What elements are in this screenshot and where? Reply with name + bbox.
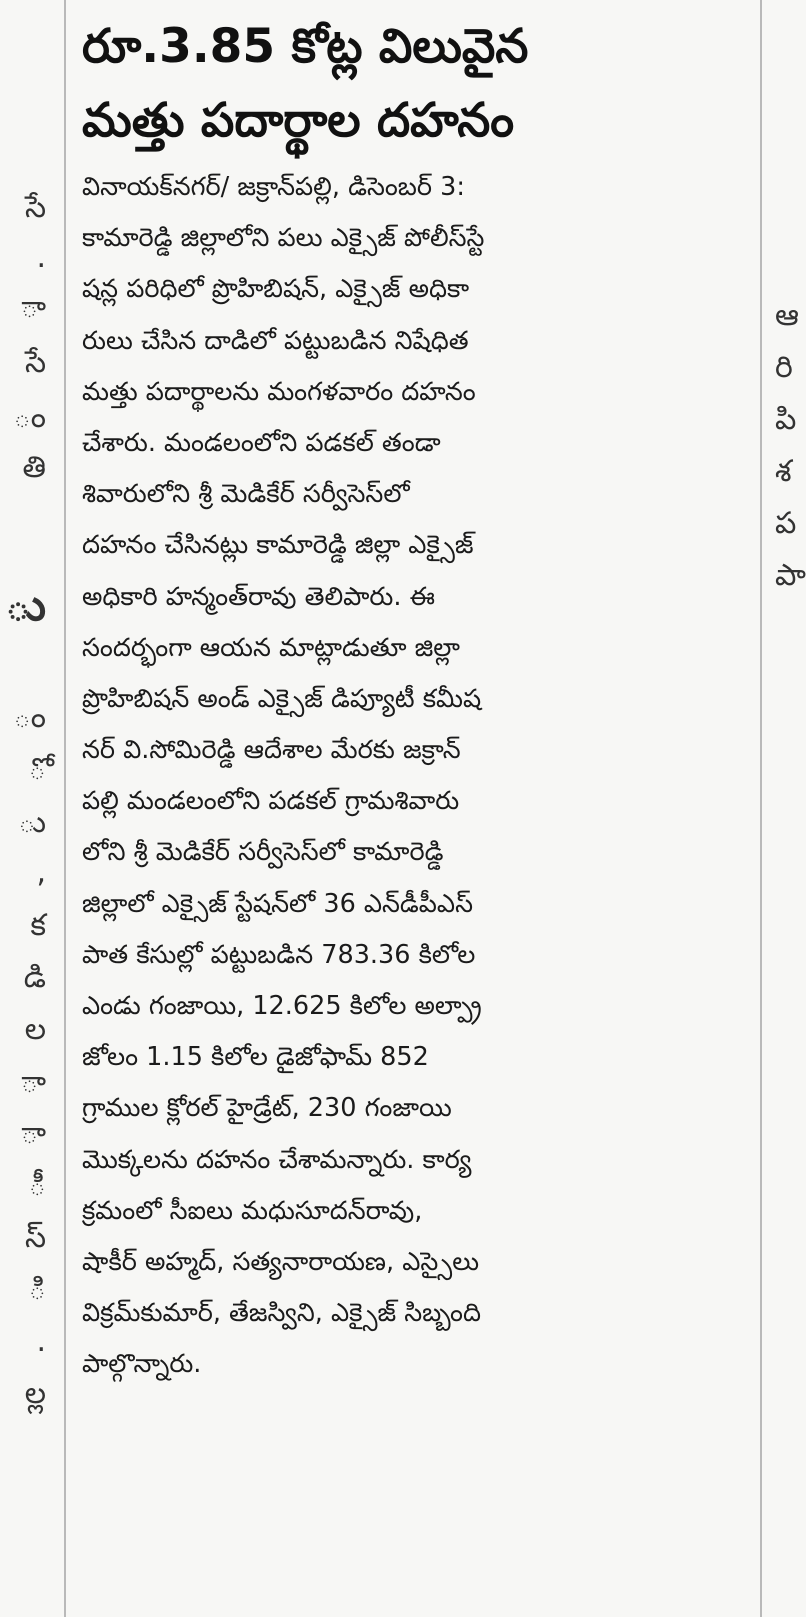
body-line: ప్రొహిబిషన్ అండ్ ఎక్సైజ్ డిప్యూటీ కమీష: [82, 683, 482, 714]
right-fragment: పా: [775, 558, 806, 593]
left-fragment: ల్ల: [24, 1376, 46, 1411]
body-line: లోని శ్రీ మెడికేర్ సర్వీసెస్‌లో కామారెడ్డి: [82, 837, 444, 868]
left-fragment: ం: [13, 400, 46, 435]
column-divider-right: [760, 0, 762, 1617]
left-fragment: ా: [20, 1116, 46, 1151]
body-line: జిల్లాలో ఎక్సైజ్ స్టేషన్‌లో 36 ఎన్‌డీపీఎస్: [82, 888, 473, 919]
left-fragment: .: [36, 1324, 46, 1359]
right-fragment: ప: [775, 506, 797, 541]
headline-line-2: మత్తు పదార్థాల దహనం: [82, 93, 515, 148]
body-line: విక్రమ్‌కుమార్, తేజస్విని, ఎక్సైజ్ సిబ్బంది: [82, 1298, 481, 1329]
body-line: జోలం 1.15 కిలోల డైజోఫామ్ 852: [82, 1042, 429, 1073]
left-fragment: ం: [13, 700, 46, 735]
body-line: నర్ వి.సోమిరెడ్డి ఆదేశాల మేరకు జక్రాన్: [82, 735, 461, 766]
body-line: గ్రాముల క్లోరల్ హైడ్రేట్, 230 గంజాయి: [82, 1093, 452, 1124]
left-fragment: క: [30, 908, 46, 943]
body-line: అధికారి హన్మంత్‌రావు తెలిపారు. ఈ: [82, 581, 435, 612]
article-headline: [82, 10, 752, 158]
left-fragment: స్: [24, 1220, 46, 1255]
left-fragment: తి: [22, 450, 46, 485]
body-line: వినాయక్‌నగర్/ జక్రాన్‌పల్లి, డిసెంబర్ 3:: [82, 172, 465, 202]
left-fragment: ా: [20, 1065, 46, 1100]
body-line: పాల్గొన్నారు.: [82, 1349, 202, 1380]
right-fragment: రి: [775, 350, 793, 385]
column-divider-left: [64, 0, 66, 1617]
news-article: [82, 10, 752, 1391]
body-line: కామారెడ్డి జిల్లాలోని పలు ఎక్సైజ్ పోలీస్‌స్టే: [82, 223, 485, 254]
right-fragment: ఆ: [775, 298, 799, 333]
body-line: క్రమంలో సీఐలు మధుసూదన్‌రావు,: [82, 1195, 423, 1226]
right-column-fragment: [775, 0, 806, 1617]
left-fragment: ీ: [28, 1168, 46, 1203]
left-fragment: ,: [36, 855, 46, 890]
body-line: చేశారు. మండలంలోని పడకల్ తండా: [82, 427, 441, 458]
body-line: పాత కేసుల్లో పట్టుబడిన 783.36 కిలోల: [82, 939, 476, 970]
body-line: సందర్భంగా ఆయన మాట్లాడుతూ జిల్లా: [82, 632, 461, 663]
body-line: మొక్కలను దహనం చేశామన్నారు. కార్య: [82, 1144, 472, 1175]
body-line: దహనం చేసినట్లు కామారెడ్డి జిల్లా ఎక్సైజ్: [82, 530, 474, 561]
left-column-fragment: [0, 0, 50, 1617]
right-fragment: పి: [775, 402, 797, 437]
headline-line-1: రూ.3.85 కోట్ల విలువైన: [82, 19, 529, 74]
left-fragment: సే: [24, 190, 46, 225]
body-line: మత్తు పదార్థాలను మంగళవారం దహనం: [82, 376, 476, 407]
right-fragment: శ: [775, 454, 792, 489]
left-fragment: ు: [5, 580, 46, 631]
left-fragment: డి: [23, 960, 46, 995]
left-fragment: ా: [20, 290, 46, 325]
body-line: ఎండు గంజాయి, 12.625 కిలోల అల్ప్రా: [82, 991, 482, 1021]
left-fragment: ో: [28, 752, 46, 787]
left-fragment: ి: [28, 1272, 46, 1307]
left-fragment: సే: [24, 345, 46, 380]
body-line: షన్ల పరిధిలో ప్రొహిబిషన్, ఎక్సైజ్ అధికా: [82, 274, 470, 305]
body-line: శివారులోని శ్రీ మెడికేర్ సర్వీసెస్‌లో: [82, 479, 410, 510]
left-fragment: ు: [18, 805, 46, 840]
body-line: షాకీర్ అహ్మద్, సత్యనారాయణ, ఎస్సైలు: [82, 1246, 480, 1277]
left-fragment: .: [36, 240, 46, 275]
article-body: [82, 162, 752, 1391]
left-fragment: ల: [24, 1012, 46, 1047]
body-line: పల్లి మండలంలోని పడకల్ గ్రామశివారు: [82, 786, 460, 817]
body-line: రులు చేసిన దాడిలో పట్టుబడిన నిషేధిత: [82, 325, 469, 356]
